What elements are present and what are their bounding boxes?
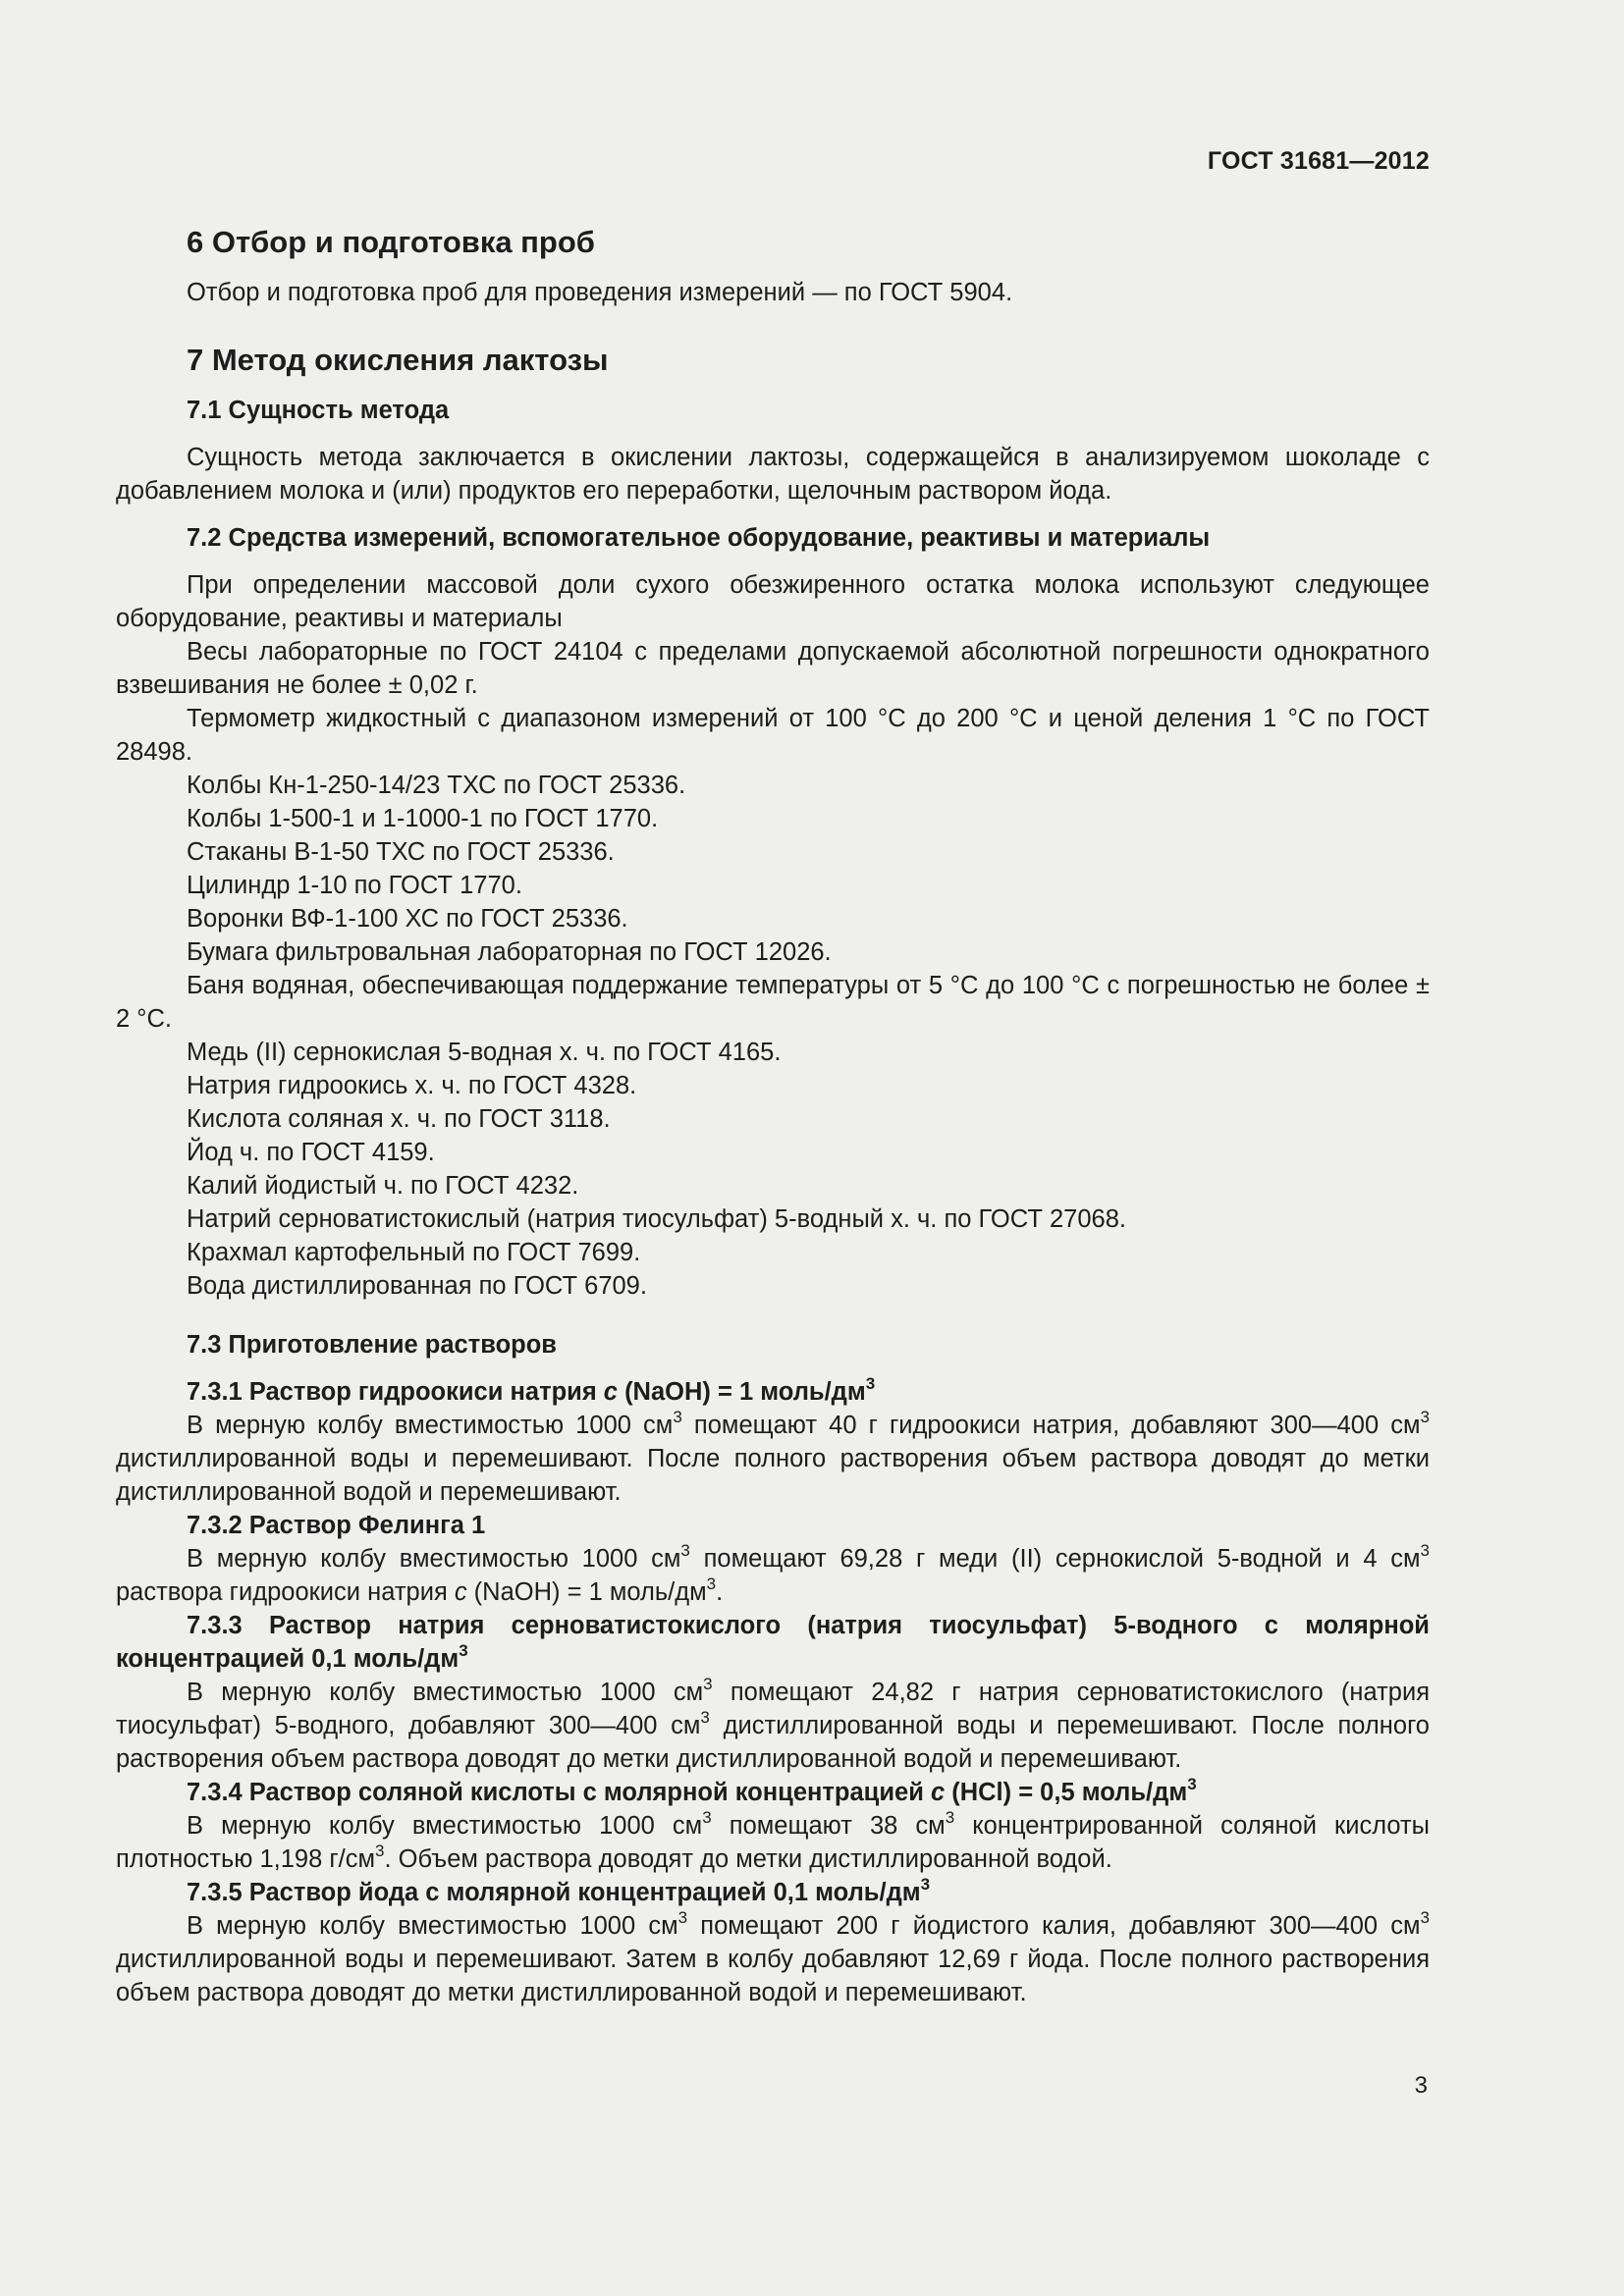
section-7-1-title: 7.1 Сущность метода (187, 397, 450, 424)
equipment-item: Медь (II) сернокислая 5-водная х. ч. по ГОСТ 4165. (187, 1039, 782, 1066)
equipment-item: При определении массовой доли сухого обезжиренного остатка молока используют следующее оборудование, реактивы и материалы (116, 571, 1430, 632)
equipment-item: Воронки ВФ-1-100 ХС по ГОСТ 25336. (187, 905, 628, 933)
section-7-3-4-text: В мерную колбу вместимостью 1000 $см^3$ помещают 38 $см^3$ концентрированной соляной кислоты плотностью 1,198 $г/см^3$. Объем раствора доводят до метки дистиллированной водой. (116, 1807, 1430, 1873)
equipment-item: Стаканы В-1-50 ТХС по ГОСТ 25336. (187, 838, 615, 866)
equipment-item: Весы лабораторные по ГОСТ 24104 с пределами допускаемой абсолютной погрешности однократного взвешивания не более ± 0,02 г. (116, 638, 1430, 699)
page-content (116, 223, 1430, 2009)
section-7-3-5-title: 7.3.5 Раствор йода с молярной концентрацией 0,1 моль/$дм^3$ (187, 1874, 931, 1906)
equipment-item: Калий йодистый ч. по ГОСТ 4232. (187, 1172, 579, 1200)
section-7-3-3-text: В мерную колбу вместимостью 1000 $см^3$ помещают 24,82 г натрия серноватистокислого (натрия тиосульфат) 5-водного, добавляют 300—400 $см^3$ дистиллированной воды и перемешивают. После полного растворения объем раствора доводят до метки дистиллированной водой и перемешивают. (116, 1674, 1431, 1773)
section-7-3-2-text: В мерную колбу вместимостью 1000 $см^3$ помещают 69,28 г меди (II) сернокислой 5-водной и 4 $см^3$ раствора гидроокиси натрия с (NaOH) = 1 моль/$дм^3$. (116, 1540, 1430, 1606)
equipment-item: Колбы 1-500-1 и 1-1000-1 по ГОСТ 1770. (187, 805, 659, 832)
equipment-item: Кислота соляная х. ч. по ГОСТ 3118. (187, 1105, 611, 1133)
equipment-item: Йод ч. по ГОСТ 4159. (187, 1139, 435, 1166)
equipment-item: Термометр жидкостный с диапазоном измерений от 100 °С до 200 °С и ценой деления 1 °С по ГОСТ 28498. (116, 705, 1430, 766)
section-6-text: Отбор и подготовка проб для проведения измерений — по ГОСТ 5904. (187, 279, 1013, 306)
section-7-3-2-title: 7.3.2 Раствор Фелинга 1 (187, 1512, 486, 1539)
section-7-3-title: 7.3 Приготовление растворов (187, 1331, 557, 1359)
page-number: 3 (1414, 2072, 1428, 2099)
section-7-3-5-text: В мерную колбу вместимостью 1000 $см^3$ помещают 200 г йодистого калия, добавляют 300—400 $см^3$ дистиллированной воды и перемешивают. Затем в колбу добавляют 12,69 г йода. После полного растворения объем раствора доводят до метки дистиллированной водой и перемешивают. (116, 1907, 1430, 2006)
equipment-list (116, 568, 1430, 1303)
section-7-3-3-title: 7.3.3 Раствор натрия серноватистокислого (натрия тиосульфат) 5-водного с молярной концентрацией 0,1 моль/$дм^3$ (116, 1612, 1430, 1673)
equipment-item: Цилиндр 1-10 по ГОСТ 1770. (187, 872, 522, 899)
equipment-item: Натрия гидроокись х. ч. по ГОСТ 4328. (187, 1072, 637, 1099)
equipment-item: Бумага фильтровальная лабораторная по ГОСТ 12026. (187, 938, 832, 966)
section-7-title: 7 Метод окисления лактозы (187, 343, 609, 377)
equipment-item: Вода дистиллированная по ГОСТ 6709. (187, 1272, 647, 1300)
section-7-1-text: Сущность метода заключается в окислении лактозы, содержащейся в анализируемом шоколаде с добавлением молока и (или) продуктов его переработки, щелочным раствором йода. (116, 444, 1430, 505)
equipment-item: Баня водяная, обеспечивающая поддержание температуры от 5 °С до 100 °С с погрешностью не более ± 2 °С. (116, 972, 1430, 1033)
section-7-2-title: 7.2 Средства измерений, вспомогательное оборудование, реактивы и материалы (187, 524, 1211, 552)
equipment-item: Крахмал картофельный по ГОСТ 7699. (187, 1239, 641, 1266)
standard-code-header: ГОСТ 31681—2012 (1207, 147, 1430, 175)
equipment-item: Натрий серноватистокислый (натрия тиосульфат) 5-водный х. ч. по ГОСТ 27068. (187, 1205, 1126, 1233)
section-7-3-1-title: 7.3.1 Раствор гидроокиси натрия с (NaOH) = 1 моль/$дм^3$ (187, 1373, 876, 1406)
section-7-3-4-title: 7.3.4 Раствор соляной кислоты с молярной концентрацией с (HCl) = 0,5 моль/$дм^3$ (187, 1774, 1197, 1806)
equipment-item: Колбы Кн-1-250-14/23 ТХС по ГОСТ 25336. (187, 772, 686, 799)
section-7-3-1-text: В мерную колбу вместимостью 1000 $см^3$ помещают 40 г гидроокиси натрия, добавляют 300—400 $см^3$ дистиллированной воды и перемешивают. После полного растворения объем раствора доводят до метки дистиллированной водой и перемешивают. (116, 1407, 1430, 1506)
section-6-title: 6 Отбор и подготовка проб (187, 225, 595, 259)
